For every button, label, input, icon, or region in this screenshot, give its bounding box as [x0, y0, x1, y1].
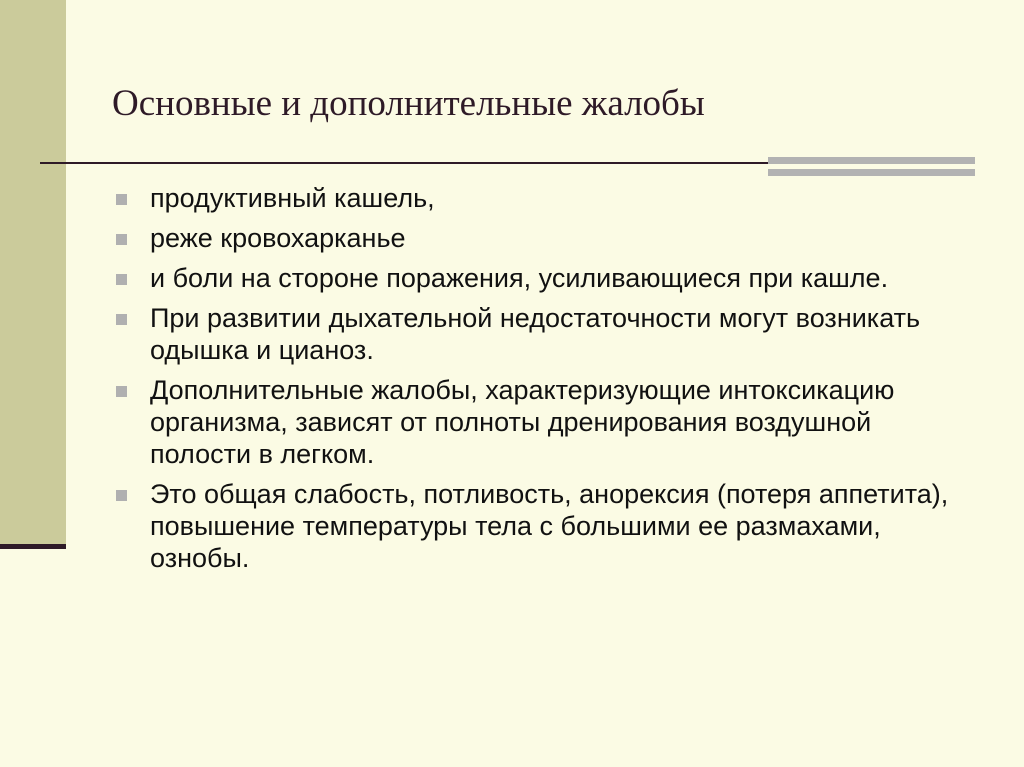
bullet-text: Дополнительные жалобы, характеризующие интоксикацию организма, зависят от полноты дренирования воздушной полости в легком. [150, 375, 895, 469]
square-bullet-icon [116, 274, 127, 285]
bullet-item [112, 302, 972, 366]
slide-title: Основные и дополнительные жалобы [112, 83, 705, 124]
square-bullet-icon [116, 234, 127, 245]
side-decoration-bar [0, 0, 66, 544]
square-bullet-icon [116, 490, 127, 501]
bullet-text: продуктивный кашель, [150, 183, 435, 213]
square-bullet-icon [116, 194, 127, 205]
accent-bar-top [768, 157, 975, 164]
bullet-text: При развитии дыхательной недостаточности могут возникать одышка и цианоз. [150, 303, 921, 365]
bullet-text: Это общая слабость, потливость, анорексия (потеря аппетита), повышение температуры тела с большими ее размахами, ознобы. [150, 479, 949, 573]
bullet-item [112, 478, 972, 574]
bullet-text: и боли на стороне поражения, усиливающиеся при кашле. [150, 263, 889, 293]
bullet-item [112, 374, 972, 470]
bullet-item [112, 222, 972, 254]
title-underline [40, 162, 800, 164]
square-bullet-icon [116, 314, 127, 325]
side-decoration-rule [0, 544, 66, 549]
bullet-item [112, 182, 972, 214]
square-bullet-icon [116, 386, 127, 397]
bullet-list [112, 182, 972, 582]
bullet-text: реже кровохарканье [150, 223, 406, 253]
bullet-item [112, 262, 972, 294]
accent-bar-bottom [768, 169, 975, 176]
